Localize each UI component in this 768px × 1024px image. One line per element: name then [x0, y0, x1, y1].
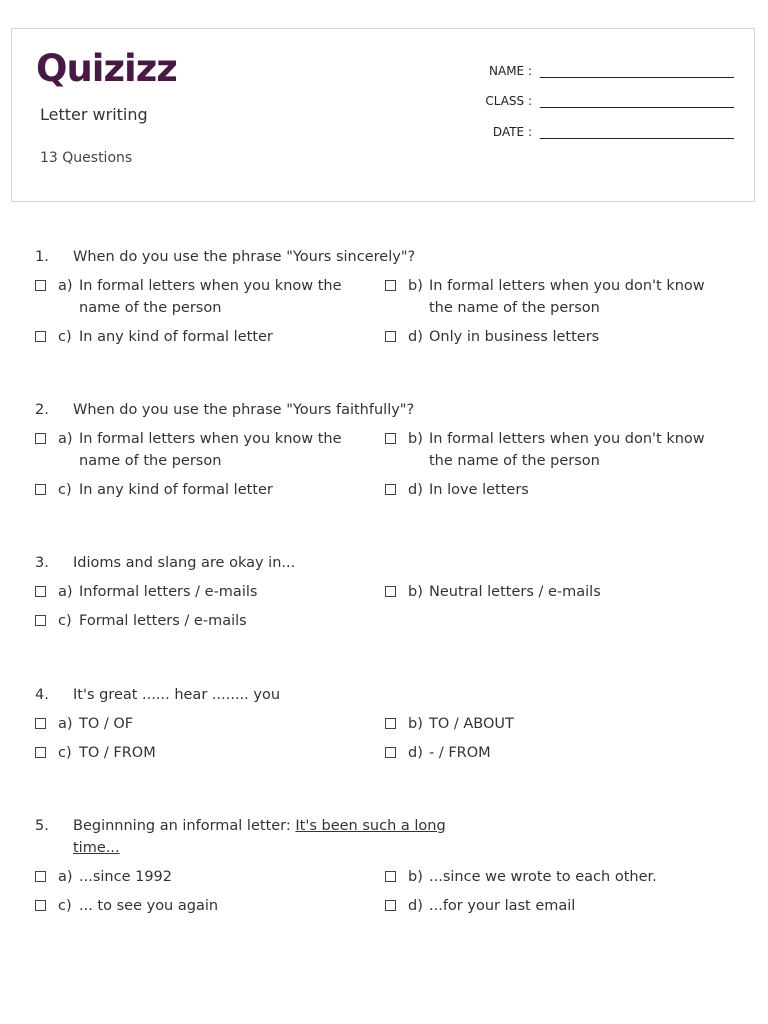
option-d[interactable] — [385, 326, 735, 348]
option-letter: c) — [58, 482, 72, 498]
option-letter: c) — [58, 745, 72, 761]
checkbox[interactable] — [35, 331, 46, 342]
name-label: NAME : — [489, 64, 532, 78]
question-2 — [35, 399, 735, 501]
option-c[interactable] — [35, 479, 385, 501]
option-text: In formal letters when you know the name of the person — [79, 278, 342, 316]
option-text: TO / FROM — [79, 745, 156, 761]
option-text: Formal letters / e-mails — [79, 613, 247, 629]
question-number: 4. — [35, 687, 49, 703]
option-letter: d) — [408, 898, 423, 914]
option-a[interactable] — [35, 428, 385, 472]
class-line[interactable] — [540, 93, 734, 108]
class-field — [470, 93, 734, 108]
question-4 — [35, 684, 735, 764]
checkbox[interactable] — [385, 433, 396, 444]
option-b[interactable] — [385, 275, 735, 319]
date-label: DATE : — [492, 125, 532, 139]
checkbox[interactable] — [35, 280, 46, 291]
checkbox[interactable] — [385, 331, 396, 342]
name-line[interactable] — [540, 63, 734, 78]
option-c[interactable] — [35, 742, 385, 764]
question-count: 13 Questions — [40, 150, 133, 166]
question-prefix: Beginnning an informal letter: — [73, 818, 296, 834]
checkbox[interactable] — [35, 586, 46, 597]
option-d[interactable] — [385, 742, 735, 764]
option-d[interactable] — [385, 479, 735, 501]
option-letter: b) — [408, 278, 423, 294]
question-number: 1. — [35, 249, 49, 265]
option-text: In any kind of formal letter — [79, 482, 273, 498]
checkbox[interactable] — [35, 871, 46, 882]
option-letter: c) — [58, 613, 72, 629]
option-text: Informal letters / e-mails — [79, 584, 258, 600]
checkbox[interactable] — [385, 484, 396, 495]
question-text: It's great ...... hear ........ you — [73, 687, 281, 703]
checkbox[interactable] — [385, 280, 396, 291]
question-5 — [35, 815, 735, 917]
logo-text: Quizizz — [36, 47, 177, 90]
option-letter: c) — [58, 898, 72, 914]
option-text: Only in business letters — [429, 329, 600, 345]
option-text: - / FROM — [429, 745, 491, 761]
class-label: CLASS : — [485, 94, 532, 108]
checkbox[interactable] — [35, 433, 46, 444]
option-letter: c) — [58, 329, 72, 345]
option-b[interactable] — [385, 428, 735, 472]
checkbox[interactable] — [35, 484, 46, 495]
question-1 — [35, 246, 735, 348]
checkbox[interactable] — [385, 900, 396, 911]
option-b[interactable] — [385, 866, 735, 888]
question-text: When do you use the phrase "Yours sincerely"? — [73, 249, 416, 265]
option-letter: d) — [408, 329, 423, 345]
option-letter: a) — [58, 716, 73, 732]
option-text: TO / OF — [79, 716, 134, 732]
quoted-phrase: It's been such a long time... — [73, 818, 446, 856]
quizizz-logo — [36, 49, 177, 89]
option-letter: a) — [58, 869, 73, 885]
option-text: In any kind of formal letter — [79, 329, 273, 345]
option-b[interactable] — [385, 713, 735, 735]
option-letter: d) — [408, 745, 423, 761]
option-text: ...since we wrote to each other. — [429, 869, 657, 885]
option-text: In formal letters when you know the name of the person — [79, 431, 342, 469]
checkbox[interactable] — [385, 586, 396, 597]
question-number: 2. — [35, 402, 49, 418]
option-text: TO / ABOUT — [429, 716, 514, 732]
question-text: Idioms and slang are okay in... — [73, 555, 296, 571]
option-b[interactable] — [385, 581, 735, 603]
option-letter: a) — [58, 278, 73, 294]
date-field — [470, 124, 734, 139]
question-text: When do you use the phrase "Yours faithfully"? — [73, 402, 415, 418]
checkbox[interactable] — [385, 871, 396, 882]
checkbox[interactable] — [35, 900, 46, 911]
option-text: In formal letters when you don't know the name of the person — [429, 431, 705, 469]
option-c[interactable] — [35, 610, 385, 632]
checkbox[interactable] — [35, 747, 46, 758]
option-text: ...for your last email — [429, 898, 576, 914]
worksheet-header — [11, 28, 755, 202]
checkbox[interactable] — [385, 718, 396, 729]
date-line[interactable] — [540, 124, 734, 139]
option-letter: b) — [408, 431, 423, 447]
option-letter: a) — [58, 584, 73, 600]
option-text: In love letters — [429, 482, 529, 498]
option-letter: b) — [408, 869, 423, 885]
option-text: ... to see you again — [79, 898, 219, 914]
checkbox[interactable] — [35, 615, 46, 626]
checkbox[interactable] — [385, 747, 396, 758]
option-text: ...since 1992 — [79, 869, 173, 885]
option-a[interactable] — [35, 713, 385, 735]
option-letter: b) — [408, 716, 423, 732]
checkbox[interactable] — [35, 718, 46, 729]
question-number: 5. — [35, 818, 49, 834]
worksheet-title: Letter writing — [40, 105, 148, 124]
name-field — [470, 63, 734, 78]
option-text: In formal letters when you don't know the name of the person — [429, 278, 705, 316]
option-a[interactable] — [35, 581, 385, 603]
option-letter: b) — [408, 584, 423, 600]
option-d[interactable] — [385, 895, 735, 917]
option-letter: d) — [408, 482, 423, 498]
option-a[interactable] — [35, 866, 385, 888]
question-3 — [35, 552, 735, 632]
option-text: Neutral letters / e-mails — [429, 584, 601, 600]
option-letter: a) — [58, 431, 73, 447]
option-a[interactable] — [35, 275, 385, 319]
question-text — [73, 815, 453, 859]
option-c[interactable] — [35, 326, 385, 348]
option-c[interactable] — [35, 895, 385, 917]
question-number: 3. — [35, 555, 49, 571]
